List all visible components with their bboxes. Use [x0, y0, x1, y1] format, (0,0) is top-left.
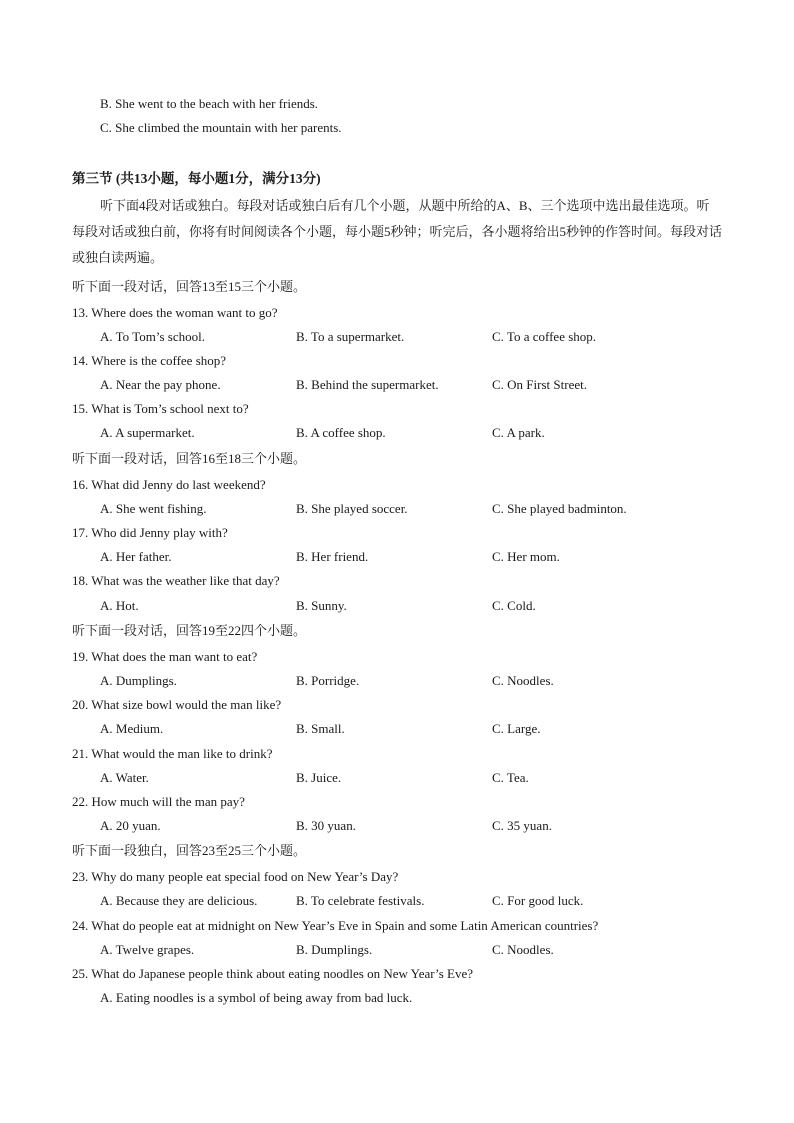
option-b: B. Dumplings. [296, 942, 373, 957]
question-stem: 23. Why do many people eat special food on New Year’s Day? [72, 869, 399, 884]
option-c: C. For good luck. [492, 893, 584, 908]
option-b: B. Sunny. [296, 598, 347, 613]
question-stem: 16. What did Jenny do last weekend? [72, 477, 266, 492]
prev-option-c: C. She climbed the mountain with her parents. [100, 120, 342, 135]
option-a: A. She went fishing. [100, 501, 207, 516]
option-c: C. Her mom. [492, 549, 560, 564]
option-c: C. To a coffee shop. [492, 329, 597, 344]
option-c: C. Large. [492, 721, 541, 736]
option-c: C. On First Street. [492, 377, 587, 392]
option-c: C. Noodles. [492, 942, 554, 957]
option-a: A. Near the pay phone. [100, 377, 221, 392]
option-a: A. Hot. [100, 598, 139, 613]
option-b: B. Behind the supermarket. [296, 377, 439, 392]
prev-option-b: B. She went to the beach with her friends. [100, 96, 319, 111]
option-b: B. To a supermarket. [296, 329, 405, 344]
option-b: B. Porridge. [296, 673, 360, 688]
option-b: B. Juice. [296, 770, 342, 785]
question-stem: 24. What do people eat at midnight on New Year’s Eve in Spain and some Latin American countries? [72, 918, 599, 933]
section-heading: 第三节 (共13小题，每小题1分，满分13分) [72, 171, 321, 186]
question-stem: 22. How much will the man pay? [72, 794, 245, 809]
option-b: B. To celebrate festivals. [296, 893, 425, 908]
question-stem: 18. What was the weather like that day? [72, 573, 280, 588]
option-a: A. 20 yuan. [100, 818, 161, 833]
option-a: A. Her father. [100, 549, 172, 564]
option-c: C. Noodles. [492, 673, 554, 688]
group-instruction: 听下面一段对话，回答13至15三个小题。 [72, 279, 307, 294]
group-instruction: 听下面一段对话，回答16至18三个小题。 [72, 451, 307, 466]
option-b: B. A coffee shop. [296, 425, 386, 440]
option-a: A. Dumplings. [100, 673, 177, 688]
option-c: C. A park. [492, 425, 545, 440]
option-c: C. Cold. [492, 598, 536, 613]
option-c: C. She played badminton. [492, 501, 627, 516]
option-b: B. Her friend. [296, 549, 369, 564]
option-a: A. Water. [100, 770, 149, 785]
option-a: A. Twelve grapes. [100, 942, 195, 957]
question-stem: 13. Where does the woman want to go? [72, 305, 278, 320]
option-c: C. 35 yuan. [492, 818, 552, 833]
option-b: B. 30 yuan. [296, 818, 356, 833]
question-stem: 20. What size bowl would the man like? [72, 697, 282, 712]
option-b: B. Small. [296, 721, 345, 736]
group-instruction: 听下面一段对话，回答19至22四个小题。 [72, 623, 307, 638]
question-stem: 21. What would the man like to drink? [72, 746, 273, 761]
option-a: A. To Tom’s school. [100, 329, 205, 344]
option-a: A. Medium. [100, 721, 164, 736]
option-b: B. She played soccer. [296, 501, 408, 516]
question-stem: 25. What do Japanese people think about eating noodles on New Year’s Eve? [72, 966, 473, 981]
question-stem: 17. Who did Jenny play with? [72, 525, 228, 540]
question-stem: 19. What does the man want to eat? [72, 649, 258, 664]
option-a: A. A supermarket. [100, 425, 195, 440]
option-c: C. Tea. [492, 770, 529, 785]
section-directions: 听下面4段对话或独白。每段对话或独白后有几个小题，从题中所给的A、B、三个选项中选出最佳选项。听每段对话或独白前，你将有时间阅读各个小题，每小题5秒钟；听完后，各小题将给出5秒钟的作答时间。每段对话或独白读两遍。 [72, 198, 723, 265]
question-stem: 14. Where is the coffee shop? [72, 353, 227, 368]
option-a: A. Because they are delicious. [100, 893, 258, 908]
option-a: A. Eating noodles is a symbol of being away from bad luck. [100, 990, 413, 1005]
question-stem: 15. What is Tom’s school next to? [72, 401, 249, 416]
group-instruction: 听下面一段独白，回答23至25三个小题。 [72, 843, 307, 858]
